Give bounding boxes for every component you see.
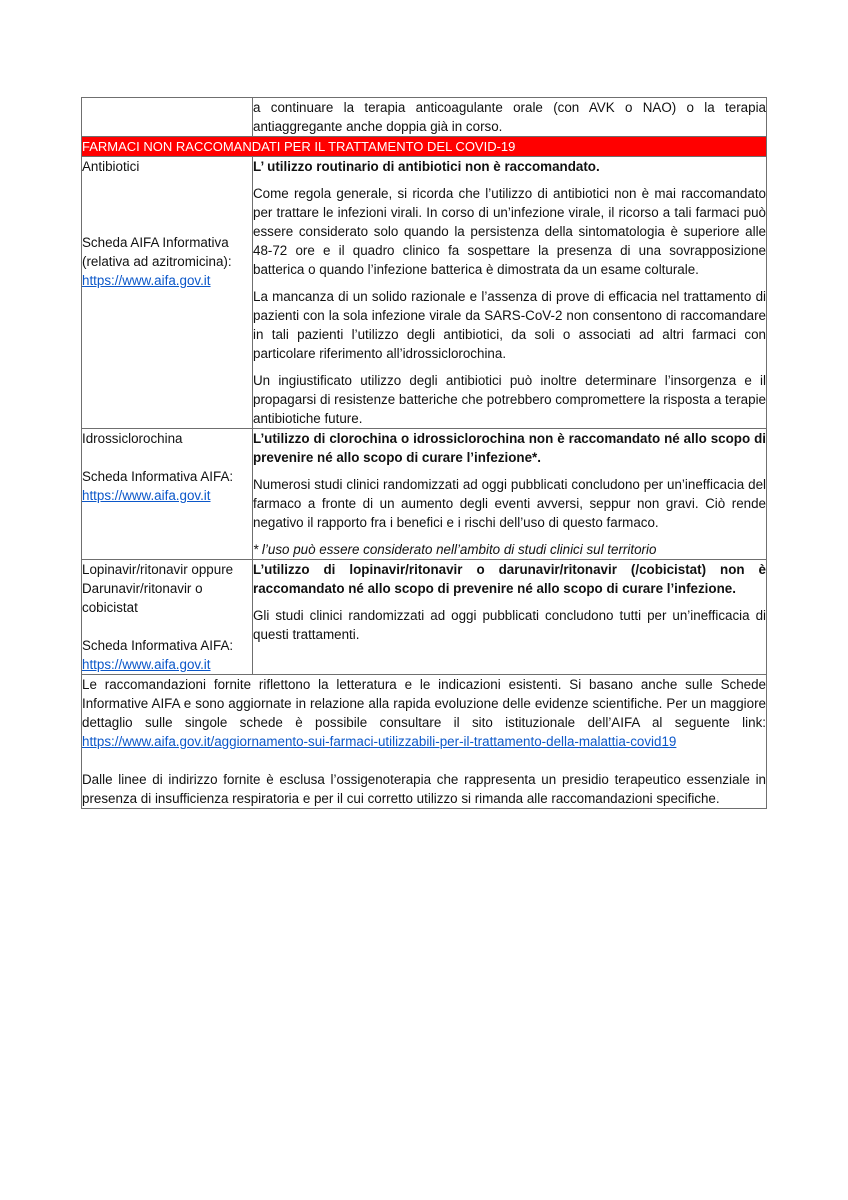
aifa-update-link[interactable]: https://www.aifa.gov.it/aggiornamento-sui-farmaci-utilizzabili-per-il-trattamento-della-malattia-covid19: [82, 734, 677, 749]
drug-cell-lopinavir: [82, 560, 253, 675]
continuation-text: a continuare la terapia anticoagulante orale (con AVK o NAO) o la terapia antiaggregante anche doppia già in corso.: [253, 100, 766, 134]
recommendation-paragraph: Gli studi clinici randomizzati ad oggi pubblicati concludono tutti per un’inefficacia di questi trattamenti.: [253, 608, 766, 642]
table-row: [82, 157, 767, 429]
drug-name: Antibiotici: [82, 159, 140, 174]
recommendations-table: [81, 97, 767, 809]
aifa-link[interactable]: https://www.aifa.gov.it: [82, 488, 211, 503]
drug-cell-idrossiclorochina: [82, 429, 253, 560]
continuation-right-cell: [253, 98, 767, 137]
drug-name: Lopinavir/ritonavir oppure Darunavir/ritonavir o cobicistat: [82, 562, 234, 615]
notes-text: Le raccomandazioni fornite riflettono la letteratura e le indicazioni esistenti. Si basano anche sulle Schede Informative AIFA e sono aggiornate in relazione alla rapida evoluzione delle evidenze scientifiche. Per un maggiore dettaglio sulle singole schede è possibile consultare il sito istituzionale dell’AIFA al seguente link:: [82, 677, 766, 730]
info-label: Scheda Informativa AIFA:: [82, 469, 234, 484]
recommendation-heading: L’ utilizzo routinario di antibiotici non è raccomandato.: [253, 159, 600, 174]
recommendation-cell-idrossiclorochina: [253, 429, 767, 560]
info-label: Scheda AIFA Informativa (relativa ad azitromicina):: [82, 235, 232, 269]
recommendation-cell-antibiotici: [253, 157, 767, 429]
aifa-link[interactable]: https://www.aifa.gov.it: [82, 273, 211, 288]
drug-name: Idrossiclorochina: [82, 431, 183, 446]
info-label: Scheda Informativa AIFA:: [82, 638, 234, 653]
continuation-left-cell: [82, 98, 253, 137]
recommendation-paragraph: Come regola generale, si ricorda che l’utilizzo di antibiotici non è mai raccomandato per trattare le infezioni virali. In corso di un’infezione virale, il ricorso a tali farmaci può essere considerato solo quando la persistenza della sintomatologia è superiore alle 48-72 ore e il quadro clinico fa sospettare la presenza di una sovrapposizione batterica o quando l’infezione batterica è dimostrata da un esame colturale.: [253, 186, 766, 277]
recommendation-paragraph: Un ingiustificato utilizzo degli antibiotici può inoltre determinare l’insorgenza e il propagarsi di resistenze batteriche che potrebbero compromettere la risposta a terapie antibiotiche future.: [253, 373, 766, 426]
notes-paragraph: Dalle linee di indirizzo fornite è esclusa l’ossigenoterapia che rappresenta un presidio terapeutico essenziale in presenza di insufficienza respiratoria e per il cui corretto utilizzo si rimanda alle raccomandazioni specifiche.: [82, 772, 766, 806]
drug-cell-antibiotici: [82, 157, 253, 429]
recommendation-heading: L’utilizzo di clorochina o idrossiclorochina non è raccomandato né allo scopo di prevenire né allo scopo di curare l’infezione*.: [253, 431, 766, 465]
section-header-row: [82, 137, 767, 157]
recommendation-cell-lopinavir: [253, 560, 767, 675]
recommendation-paragraph: La mancanza di un solido razionale e l’assenza di prove di efficacia nel trattamento di pazienti con la sola infezione virale da SARS-CoV-2 non consentono di raccomandare in tali pazienti l’utilizzo degli antibiotici, da soli o associati ad altri farmaci con particolare riferimento all’idrossiclorochina.: [253, 289, 766, 361]
notes-cell: [82, 675, 767, 809]
notes-row: [82, 675, 767, 809]
table-row: [82, 429, 767, 560]
notes-paragraph: [82, 675, 766, 751]
footnote: * l’uso può essere considerato nell’ambito di studi clinici sul territorio: [253, 542, 657, 557]
section-header: FARMACI NON RACCOMANDATI PER IL TRATTAMENTO DEL COVID-19: [82, 137, 767, 157]
continuation-row: [82, 98, 767, 137]
recommendation-paragraph: Numerosi studi clinici randomizzati ad oggi pubblicati concludono per un’inefficacia del farmaco a fronte di un aumento degli eventi avversi, seppur non gravi. Ciò rende negativo il rapporto fra i benefici e i rischi dell’uso di questo farmaco.: [253, 477, 766, 530]
recommendation-heading: L’utilizzo di lopinavir/ritonavir o darunavir/ritonavir (/cobicistat) non è raccomandato né allo scopo di prevenire né allo scopo di curare l’infezione.: [253, 562, 766, 596]
aifa-link[interactable]: https://www.aifa.gov.it: [82, 657, 211, 672]
table-row: [82, 560, 767, 675]
